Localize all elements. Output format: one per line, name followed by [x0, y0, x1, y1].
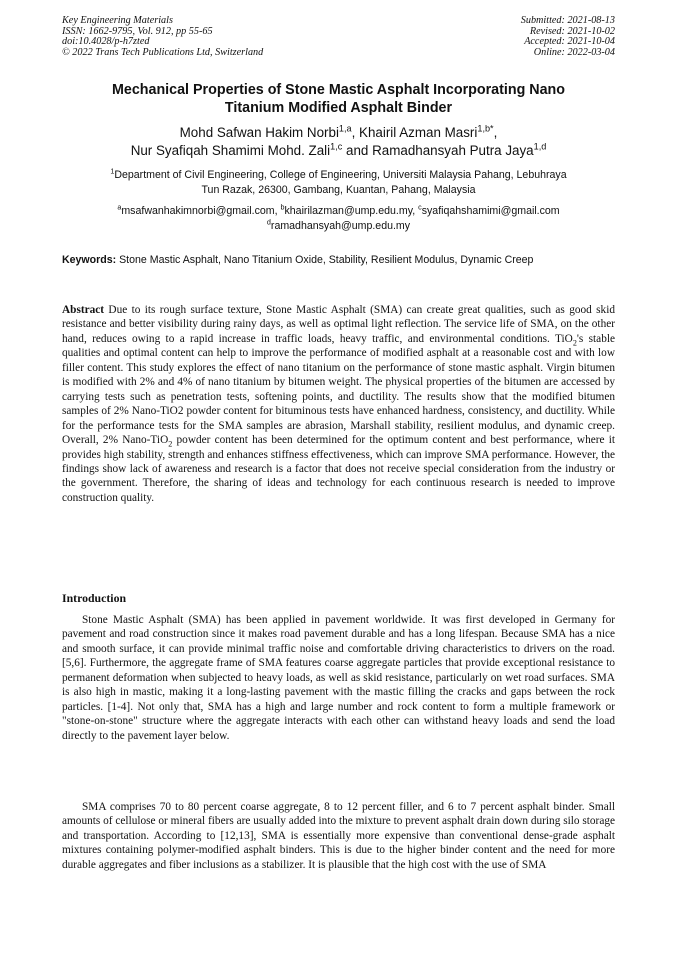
author-superscript: 1,c [330, 141, 343, 152]
affiliation [62, 168, 615, 197]
title-line-1: Mechanical Properties of Stone Mastic Asphalt Incorporating Nano [111, 82, 566, 98]
accepted-date: Accepted: 2021-10-04 [524, 36, 615, 48]
affiliation-superscript: 1 [110, 166, 115, 176]
subscript: 2 [168, 439, 173, 449]
author-emails [62, 204, 615, 233]
email-superscript: a [117, 202, 122, 212]
author-name: Mohd Safwan Hakim Norbi [179, 125, 339, 140]
affiliation-line-2: Tun Razak, 26300, Gambang, Kuantan, Pahang, Malaysia [201, 183, 476, 196]
affiliation-line-1: Department of Civil Engineering, College of Engineering, Universiti Malaysia Pahang, Lebuhraya [114, 169, 567, 181]
email-superscript: d [266, 216, 271, 226]
email-address[interactable]: syafiqahshamimi@gmail.com [421, 205, 560, 217]
keywords-text: Stone Mastic Asphalt, Nano Titanium Oxide, Stability, Resilient Modulus, Dynamic Creep [116, 254, 534, 266]
abstract [62, 303, 615, 505]
author-superscript: 1,b* [477, 123, 494, 134]
author-separator: , [493, 125, 498, 140]
issn: ISSN: 1662-9795, Vol. 912, pp 55-65 [62, 25, 213, 37]
revised-date: Revised: 2021-10-02 [529, 25, 615, 37]
introduction-paragraph-1: Stone Mastic Asphalt (SMA) has been applied in pavement worldwide. It was first developed in Germany for pavement and road construction since it makes road pavement durable and has a long lifespan. Because SMA has a nice and smooth surface, it can provide minimal traffic noise and comfortable driving characteristics to drivers on the road. [5,6]. Furthermore, the aggregate frame of SMA features coarse aggregate particles that provide exceptional resistance to permanent deformation when subjected to heavy loads, as well as skid resistance, particularly on wet road surfaces. SMA is also high in mastic, making it a long-lasting pavement with the mastic filling the cracks and gaps between the rock particles. [1-4]. Not only that, SMA has a high and large number and rock content to form a multiple framework or "stone-on-stone" structure where the aggregate interacts with each other can withstand heavy loads and send the load directly to the pavement layer below. [62, 614, 615, 742]
journal-name: Key Engineering Materials [62, 15, 173, 26]
author-separator: , [351, 125, 360, 140]
subscript: 2 [572, 338, 577, 348]
abstract-text: Due to its rough surface texture, Stone Mastic Asphalt (SMA) can create great qualities, such as good skid resistance and better visibility during rainy days, as well as optimal light reflection. The service life of SMA, on the other hand, reduces owing to a rapid increase in traffic loads, heavy traffic, and environmental conditions. TiO [62, 304, 615, 345]
keywords [62, 253, 615, 268]
section-heading-introduction: Introduction [62, 591, 127, 605]
author-superscript: 1,a [338, 123, 352, 134]
abstract-text: powder content has been determined for the optimum content and best performance, where it provides high stability, strength and enhances stiffness effectiveness, which can improve SMA performance. However, the findings show lack of awareness and research is a factor that does not receive special consideration from the industry or the government. Therefore, the sharing of ideas and technology for each continuous research is needed to improve construction quality. [62, 434, 616, 504]
email-address[interactable]: ramadhansyah@ump.edu.my [270, 219, 411, 232]
introduction-paragraph-2: SMA comprises 70 to 80 percent coarse aggregate, 8 to 12 percent filler, and 6 to 7 percent asphalt binder. Small amounts of cellulose or mineral fibers are usually added into the mixture to prevent asphalt drain down during silo storage and transportation. According to [12,13], SMA is essentially more expensive than conventional dense-grade asphalt mixtures containing polymer-modified asphalt binders. This is due to the higher binder content and the need for more durable aggregates and fiber inclusions as a stabilizer. It is plausible that the high cost with the use of SMA [62, 801, 615, 871]
author-superscript: 1,d [533, 141, 547, 152]
email-address[interactable]: msafwanhakimnorbi@gmail.com, [121, 205, 281, 217]
author-name: Nur Syafiqah Shamimi Mohd. Zali [130, 143, 331, 158]
author-name: Ramadhansyah Putra Jaya [372, 143, 534, 158]
author-list [62, 124, 615, 160]
abstract-label: Abstract [62, 304, 105, 316]
online-date: Online: 2022-03-04 [533, 46, 615, 58]
copyright: © 2022 Trans Tech Publications Ltd, Switzerland [62, 46, 264, 58]
abstract-text: 's stable qualities and optimal content can help to improve the performance of modified asphalt at a reasonable cost and with low filler content. This study explores the effect of nano titanium on the performance of stone mastic asphalt. Virgin bitumen is modified with 2% and 4% of nano titanium by bitumen weight. The physical properties of the bitumen are accessed by carrying tests such as penetration tests, softening points, and ductility. The results show that the modified bitumen samples of 2% Nano-TiO2 powder content for bituminous tests have enhanced hardness, consistency, and ductility. While for the performance tests for the SMA samples are abrasion, Marshall stability, resilient modulus, and dynamic creep. Overall, 2% Nano-TiO [62, 332, 616, 447]
email-address[interactable]: khairilazman@ump.edu.my, [284, 205, 419, 217]
doi: doi:10.4028/p-h7zted [62, 36, 150, 48]
paper-title [62, 82, 615, 117]
email-superscript: b [280, 202, 285, 212]
publication-dates [521, 16, 615, 58]
submitted-date: Submitted: 2021-08-13 [520, 15, 615, 26]
author-conjunction: and [342, 143, 373, 158]
keywords-label: Keywords: [62, 254, 117, 266]
author-name: Khairil Azman Masri [359, 125, 478, 140]
title-line-2: Titanium Modified Asphalt Binder [224, 99, 453, 116]
journal-info [62, 16, 263, 58]
email-superscript: c [418, 202, 422, 212]
